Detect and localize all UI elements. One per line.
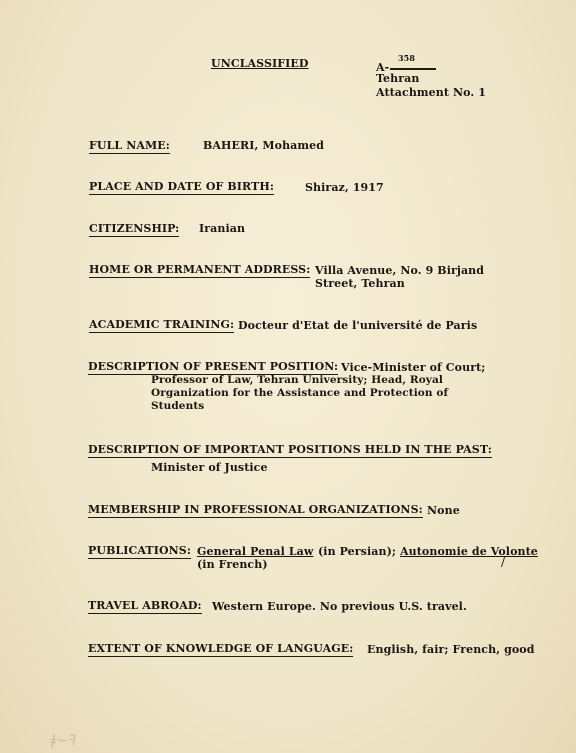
address-line1: Villa Avenue, No. 9 Birjand bbox=[315, 264, 485, 277]
publications-label: PUBLICATIONS: bbox=[88, 544, 192, 557]
address-line2: Street, Tehran bbox=[315, 277, 405, 290]
full-name-value: BAHERI, Mohamed bbox=[203, 139, 325, 152]
membership-value: None bbox=[427, 504, 460, 517]
academic-label: ACADEMIC TRAINING: bbox=[89, 318, 235, 331]
classification-marking: UNCLASSIFIED bbox=[211, 57, 309, 70]
travel-label: TRAVEL ABROAD: bbox=[88, 599, 202, 612]
publication-2-note: (in French) bbox=[197, 558, 268, 571]
present-position-line1: Vice-Minister of Court; bbox=[341, 361, 486, 374]
doc-prefix: A- bbox=[376, 61, 390, 74]
doc-location: Tehran bbox=[376, 72, 420, 85]
citizenship-value: Iranian bbox=[199, 222, 246, 235]
citizenship-label: CITIZENSHIP: bbox=[89, 222, 180, 235]
past-positions-value: Minister of Justice bbox=[151, 461, 268, 474]
present-position-line2: Professor of Law, Tehran University; Head, Royal bbox=[151, 374, 444, 386]
birth-value: Shiraz, 1917 bbox=[305, 181, 384, 194]
publication-1-title: General Penal Law bbox=[197, 545, 314, 558]
present-position-line4: Students bbox=[151, 400, 205, 412]
language-label: EXTENT OF KNOWLEDGE OF LANGUAGE: bbox=[88, 642, 354, 655]
present-position-label: DESCRIPTION OF PRESENT POSITION: bbox=[88, 360, 339, 373]
academic-value: Docteur d'Etat de l'université de Paris bbox=[238, 319, 478, 332]
doc-number-line bbox=[390, 68, 436, 70]
attachment-number: Attachment No. 1 bbox=[376, 86, 486, 99]
pen-mark: / bbox=[501, 555, 506, 569]
pencil-scrawl: ǂ~ꟻ bbox=[50, 733, 77, 749]
language-value: English, fair; French, good bbox=[367, 643, 535, 656]
address-label: HOME OR PERMANENT ADDRESS: bbox=[89, 263, 311, 276]
publication-2-title: Autonomie de Volonte bbox=[400, 545, 538, 558]
travel-value: Western Europe. No previous U.S. travel. bbox=[212, 600, 467, 613]
past-positions-label: DESCRIPTION OF IMPORTANT POSITIONS HELD IN THE PAST: bbox=[88, 443, 492, 456]
doc-number: 358 bbox=[398, 53, 415, 63]
present-position-line3: Organization for the Assistance and Protection of bbox=[151, 387, 449, 399]
birth-label: PLACE AND DATE OF BIRTH: bbox=[89, 180, 274, 193]
publication-1-note: (in Persian); bbox=[318, 545, 397, 558]
membership-label: MEMBERSHIP IN PROFESSIONAL ORGANIZATIONS: bbox=[88, 503, 423, 516]
full-name-label: FULL NAME: bbox=[89, 139, 170, 152]
